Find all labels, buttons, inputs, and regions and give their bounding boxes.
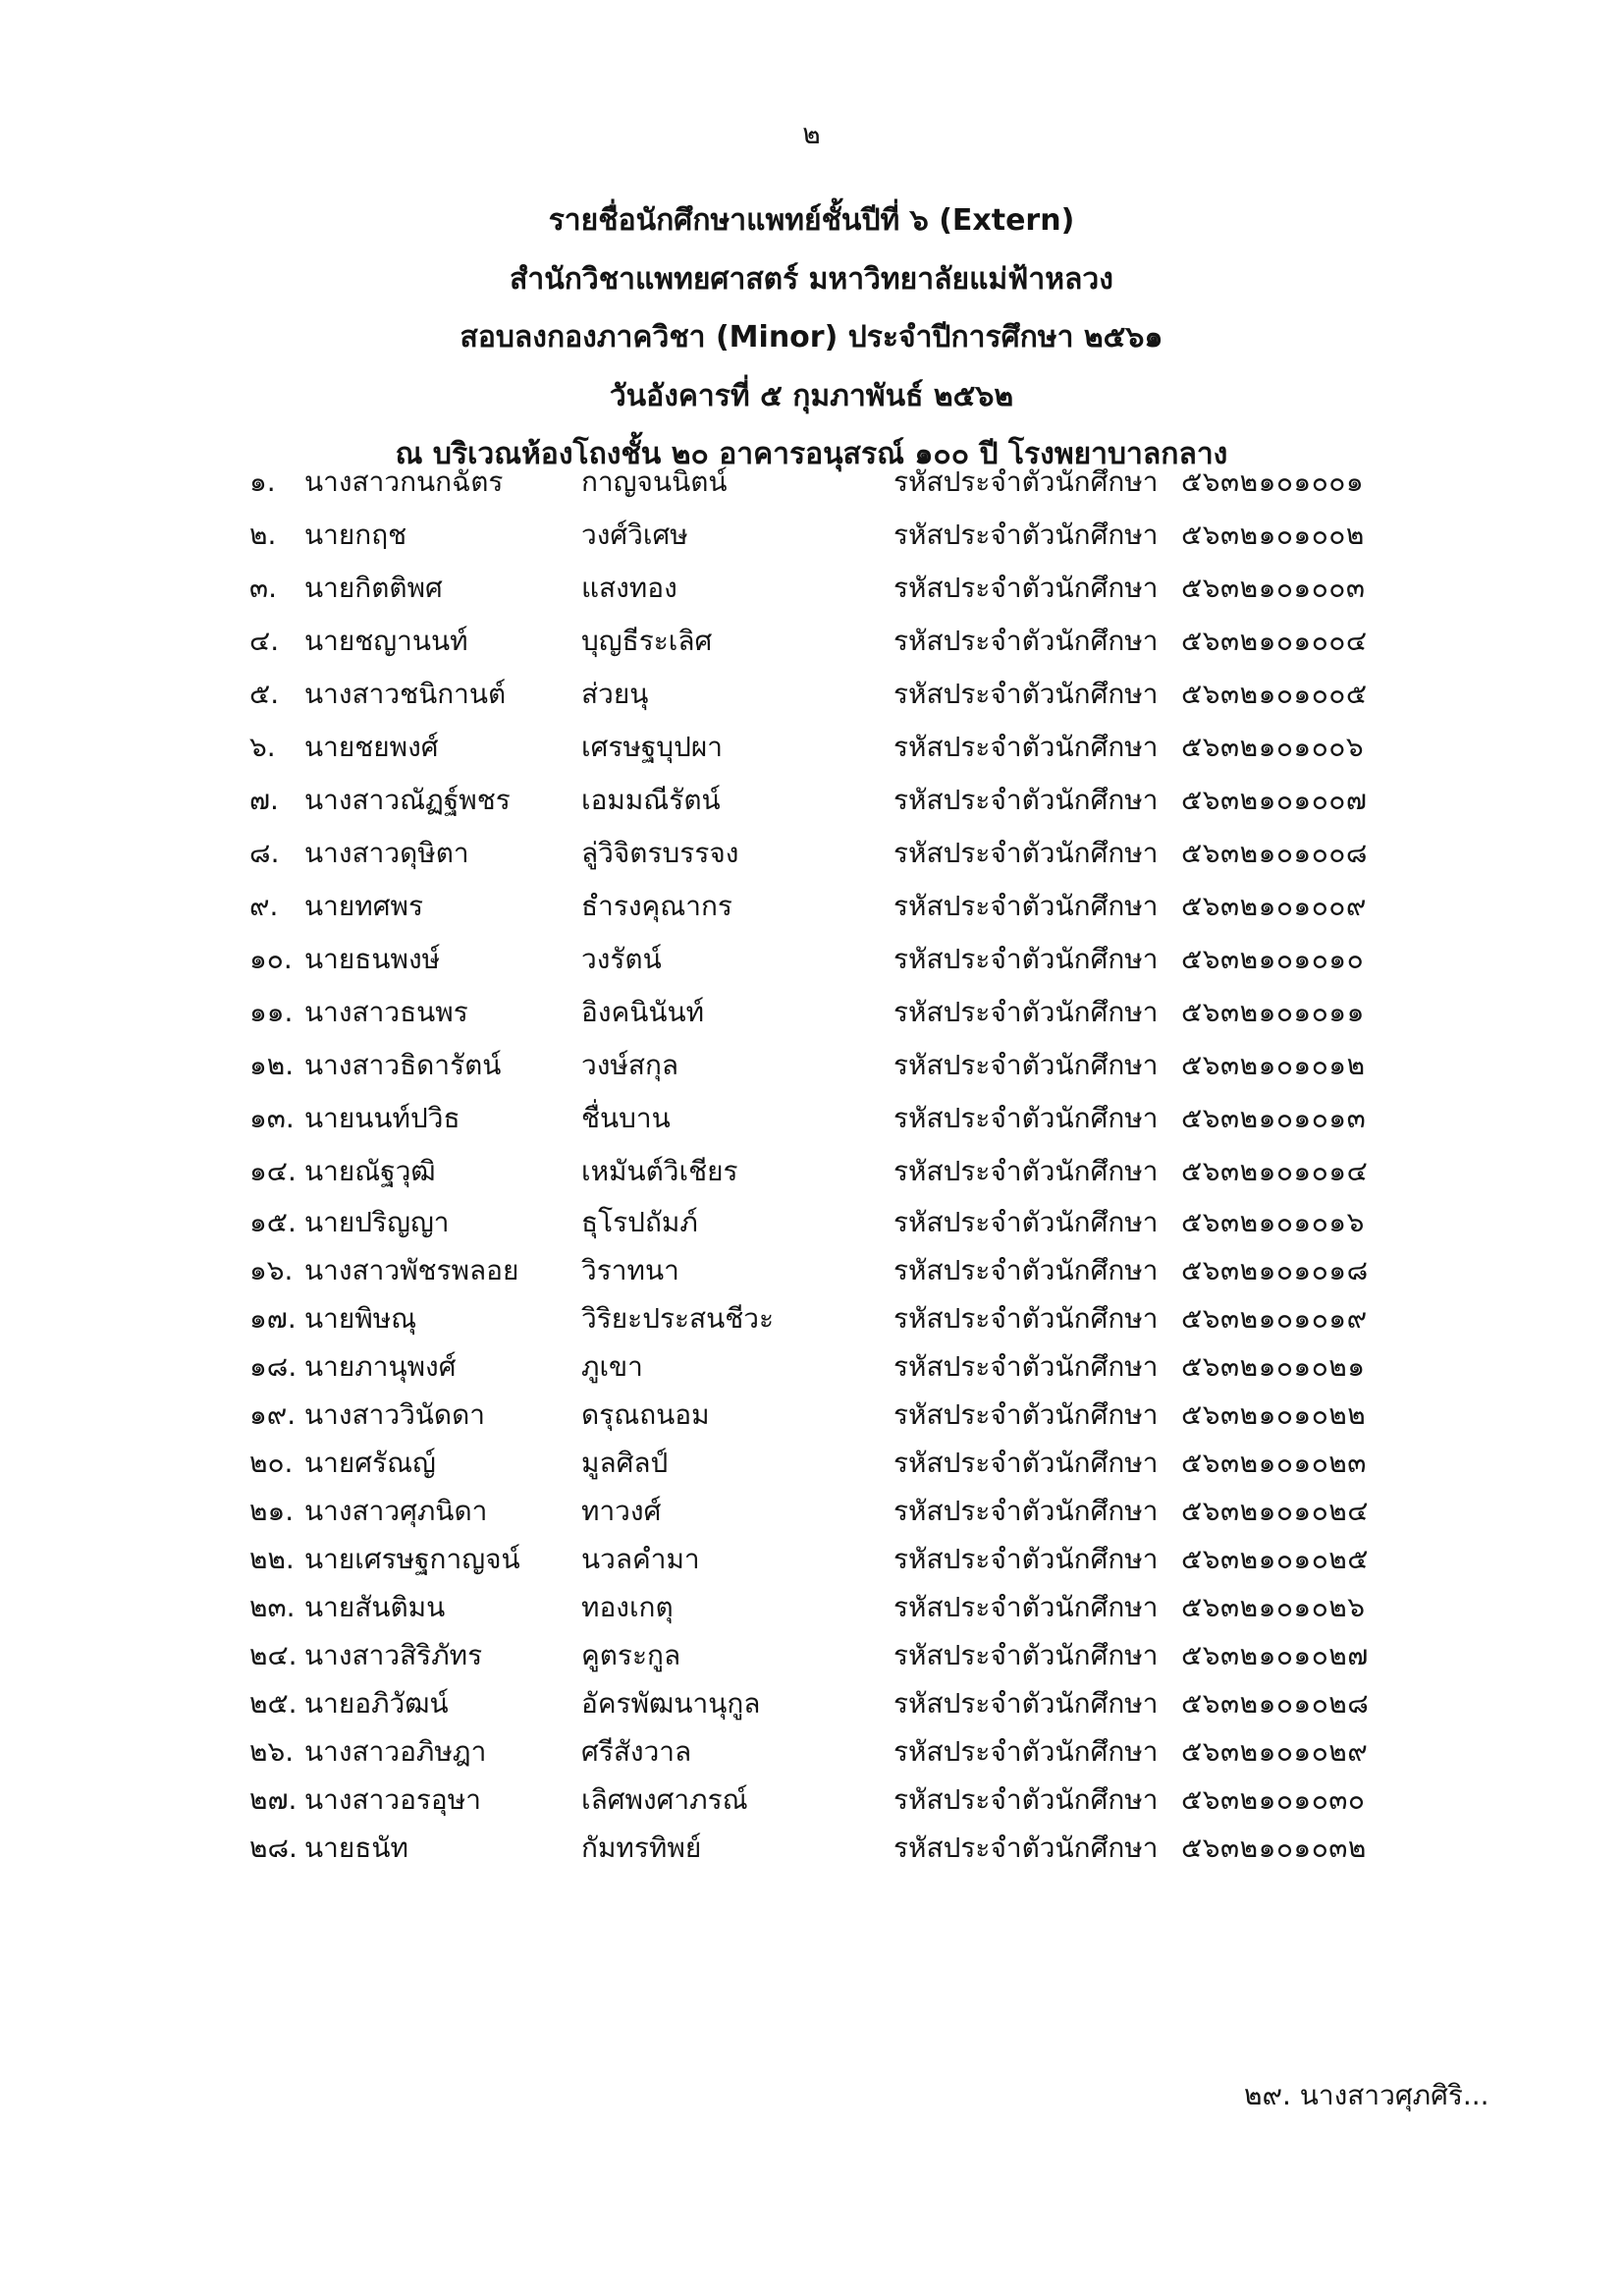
student-row — [0, 1145, 1623, 1198]
student-number: ๕. — [249, 678, 280, 710]
student-row — [0, 933, 1623, 986]
student-id-label: รหัสประจำตัวนักศึกษา — [893, 1398, 1159, 1431]
student-list — [0, 456, 1623, 1872]
student-id: ๕๖๓๒๑๐๑๐๒๒ — [1181, 1398, 1367, 1431]
student-first-name: นายณัฐวุฒิ — [304, 1155, 436, 1187]
student-row — [0, 827, 1623, 880]
student-first-name: นายภานุพงศ์ — [304, 1350, 457, 1383]
student-number: ๔. — [249, 625, 280, 657]
student-number: ๑๐. — [249, 943, 293, 975]
student-first-name: นายชญานนท์ — [304, 625, 468, 657]
student-last-name: ส่วยนุ — [581, 678, 649, 710]
student-first-name: นางสาวธนพร — [304, 996, 468, 1028]
student-id-label: รหัสประจำตัวนักศึกษา — [893, 996, 1159, 1028]
student-id: ๕๖๓๒๑๐๑๐๓๒ — [1181, 1831, 1367, 1864]
student-last-name: กาญจนนิตน์ — [581, 465, 728, 498]
header-school: สำนักวิชาแพทยศาสตร์ มหาวิทยาลัยแม่ฟ้าหลวง — [510, 261, 1113, 297]
student-first-name: นางสาวดุษิตา — [304, 837, 469, 869]
header-exam: สอบลงกองภาควิชา (Minor) ประจำปีการศึกษา ๒๕๖๑ — [460, 320, 1163, 355]
student-id-label: รหัสประจำตัวนักศึกษา — [893, 1102, 1159, 1134]
student-number: ๓. — [249, 572, 278, 604]
student-number: ๑๙. — [249, 1398, 297, 1431]
student-last-name: เอมมณีรัตน์ — [581, 784, 721, 816]
header-title: รายชื่อนักศึกษาแพทย์ชั้นปีที่ ๖ (Extern) — [548, 203, 1075, 238]
student-row — [0, 1342, 1623, 1391]
student-id-label: รหัสประจำตัวนักศึกษา — [893, 1543, 1159, 1575]
student-number: ๑๘. — [249, 1350, 298, 1383]
student-last-name: ศรีสังวาล — [581, 1735, 692, 1768]
student-id-label: รหัสประจำตัวนักศึกษา — [893, 1206, 1159, 1238]
student-id: ๕๖๓๒๑๐๑๐๑๘ — [1181, 1254, 1369, 1286]
student-id-label: รหัสประจำตัวนักศึกษา — [893, 1495, 1159, 1527]
student-number: ๑๓. — [249, 1102, 295, 1134]
student-first-name: นายสันติมน — [304, 1591, 446, 1623]
student-id-label: รหัสประจำตัวนักศึกษา — [893, 465, 1159, 498]
student-last-name: วงศ์วิเศษ — [581, 519, 688, 551]
student-id-label: รหัสประจำตัวนักศึกษา — [893, 1831, 1159, 1864]
student-last-name: วิราทนา — [581, 1254, 679, 1286]
student-last-name: ชื่นบาน — [581, 1102, 671, 1134]
student-number: ๑๑. — [249, 996, 294, 1028]
student-number: ๒. — [249, 519, 277, 551]
student-last-name: ทาวงศ์ — [581, 1495, 662, 1527]
student-id: ๕๖๓๒๑๐๑๐๐๕ — [1181, 678, 1368, 710]
student-number: ๒๓. — [249, 1591, 296, 1623]
student-id: ๕๖๓๒๑๐๑๐๐๖ — [1181, 731, 1365, 763]
student-id: ๕๖๓๒๑๐๑๐๒๑ — [1181, 1350, 1366, 1383]
student-first-name: นายนนท์ปวิธ — [304, 1102, 460, 1134]
student-first-name: นางสาวศุภนิดา — [304, 1495, 488, 1527]
student-last-name: ธำรงคุณากร — [581, 890, 732, 922]
student-id-label: รหัสประจำตัวนักศึกษา — [893, 1254, 1159, 1286]
student-number: ๒๔. — [249, 1639, 298, 1671]
student-row — [0, 986, 1623, 1039]
student-last-name: อัครพัฒนานุกูล — [581, 1687, 761, 1720]
student-row — [0, 1776, 1623, 1824]
student-id-label: รหัสประจำตัวนักศึกษา — [893, 943, 1159, 975]
student-last-name: เหมันต์วิเชียร — [581, 1155, 738, 1187]
student-id-label: รหัสประจำตัวนักศึกษา — [893, 1049, 1159, 1081]
student-last-name: ลู่วิจิตรบรรจง — [581, 837, 739, 869]
student-id: ๕๖๓๒๑๐๑๐๑๖ — [1181, 1206, 1365, 1238]
student-id-label: รหัสประจำตัวนักศึกษา — [893, 1302, 1159, 1335]
student-first-name: นายกิตติพศ — [304, 572, 443, 604]
student-first-name: นายธนัท — [304, 1831, 408, 1864]
student-number: ๒๒. — [249, 1543, 295, 1575]
student-id: ๕๖๓๒๑๐๑๐๒๓ — [1181, 1447, 1367, 1479]
student-first-name: นางสาวอภิษฎา — [304, 1735, 487, 1768]
student-id-label: รหัสประจำตัวนักศึกษา — [893, 625, 1159, 657]
student-last-name: วงรัตน์ — [581, 943, 662, 975]
student-last-name: แสงทอง — [581, 572, 677, 604]
student-first-name: นายศรัณญ์ — [304, 1447, 436, 1479]
student-row — [0, 1679, 1623, 1727]
student-id-label: รหัสประจำตัวนักศึกษา — [893, 1591, 1159, 1623]
student-row — [0, 615, 1623, 668]
student-id: ๕๖๓๒๑๐๑๐๒๗ — [1181, 1639, 1369, 1671]
student-row — [0, 880, 1623, 933]
student-number: ๒๑. — [249, 1495, 295, 1527]
student-last-name: เศรษฐบุปผา — [581, 731, 723, 763]
student-id: ๕๖๓๒๑๐๑๐๑๙ — [1181, 1302, 1368, 1335]
student-first-name: นายทศพร — [304, 890, 423, 922]
student-row — [0, 1824, 1623, 1872]
student-row — [0, 1039, 1623, 1092]
student-first-name: นายเศรษฐกาญจน์ — [304, 1543, 520, 1575]
student-id-label: รหัสประจำตัวนักศึกษา — [893, 1447, 1159, 1479]
student-id: ๕๖๓๒๑๐๑๐๐๗ — [1181, 784, 1368, 816]
student-first-name: นายธนพงษ์ — [304, 943, 441, 975]
student-row — [0, 562, 1623, 615]
student-number: ๑. — [249, 465, 276, 498]
student-id-label: รหัสประจำตัวนักศึกษา — [893, 519, 1159, 551]
student-first-name: นายชยพงศ์ — [304, 731, 439, 763]
student-number: ๑๒. — [249, 1049, 295, 1081]
student-id-label: รหัสประจำตัวนักศึกษา — [893, 572, 1159, 604]
continuation-note: ๒๙. นางสาวศุภศิริ... — [1244, 2079, 1489, 2111]
student-first-name: นายกฤช — [304, 519, 407, 551]
student-number: ๒๖. — [249, 1735, 295, 1768]
student-id: ๕๖๓๒๑๐๑๐๐๓ — [1181, 572, 1366, 604]
student-last-name: บุญธีระเลิศ — [581, 625, 713, 657]
student-first-name: นางสาวธิดารัตน์ — [304, 1049, 502, 1081]
student-id: ๕๖๓๒๑๐๑๐๒๙ — [1181, 1735, 1369, 1768]
student-id-label: รหัสประจำตัวนักศึกษา — [893, 1735, 1159, 1768]
student-first-name: นายอภิวัฒน์ — [304, 1687, 449, 1720]
student-number: ๖. — [249, 731, 276, 763]
student-last-name: ธุโรปถัมภ์ — [581, 1206, 698, 1238]
student-first-name: นางสาววินัดดา — [304, 1398, 486, 1431]
student-first-name: นางสาวสิริภัทร — [304, 1639, 483, 1671]
student-id: ๕๖๓๒๑๐๑๐๑๔ — [1181, 1155, 1369, 1187]
student-id: ๕๖๓๒๑๐๑๐๓๐ — [1181, 1783, 1366, 1816]
student-row — [0, 1487, 1623, 1535]
student-row — [0, 1583, 1623, 1631]
student-id-label: รหัสประจำตัวนักศึกษา — [893, 1639, 1159, 1671]
student-row — [0, 774, 1623, 827]
student-number: ๘. — [249, 837, 280, 869]
student-row — [0, 1198, 1623, 1246]
student-id: ๕๖๓๒๑๐๑๐๒๔ — [1181, 1495, 1369, 1527]
student-number: ๒๗. — [249, 1783, 298, 1816]
student-id: ๕๖๓๒๑๐๑๐๒๖ — [1181, 1591, 1366, 1623]
student-number: ๑๗. — [249, 1302, 297, 1335]
student-row — [0, 1727, 1623, 1776]
student-last-name: ภูเขา — [581, 1350, 643, 1383]
student-last-name: อิงคนินันท์ — [581, 996, 705, 1028]
student-row — [0, 1391, 1623, 1439]
student-row — [0, 456, 1623, 509]
student-id: ๕๖๓๒๑๐๑๐๑๓ — [1181, 1102, 1367, 1134]
student-number: ๑๖. — [249, 1254, 294, 1286]
student-number: ๒๐. — [249, 1447, 294, 1479]
student-row — [0, 721, 1623, 774]
student-id: ๕๖๓๒๑๐๑๐๑๐ — [1181, 943, 1365, 975]
student-id-label: รหัสประจำตัวนักศึกษา — [893, 1350, 1159, 1383]
student-last-name: มูลศิลป์ — [581, 1447, 669, 1479]
student-id-label: รหัสประจำตัวนักศึกษา — [893, 1687, 1159, 1720]
student-id-label: รหัสประจำตัวนักศึกษา — [893, 678, 1159, 710]
student-id: ๕๖๓๒๑๐๑๐๐๑ — [1181, 465, 1365, 498]
student-row — [0, 1246, 1623, 1294]
student-last-name: วิริยะประสนชีวะ — [581, 1302, 775, 1335]
student-number: ๒๕. — [249, 1687, 298, 1720]
student-number: ๑๔. — [249, 1155, 297, 1187]
document-header — [0, 191, 1623, 484]
student-id-label: รหัสประจำตัวนักศึกษา — [893, 784, 1159, 816]
student-id-label: รหัสประจำตัวนักศึกษา — [893, 1155, 1159, 1187]
student-id: ๕๖๓๒๑๐๑๐๒๕ — [1181, 1543, 1369, 1575]
student-id: ๕๖๓๒๑๐๑๐๑๑ — [1181, 996, 1365, 1028]
header-date: วันอังคารที่ ๕ กุมภาพันธ์ ๒๕๖๒ — [609, 378, 1014, 413]
student-id: ๕๖๓๒๑๐๑๐๐๒ — [1181, 519, 1365, 551]
student-row — [0, 1535, 1623, 1583]
student-id: ๕๖๓๒๑๐๑๐๐๘ — [1181, 837, 1368, 869]
student-row — [0, 1631, 1623, 1679]
student-row — [0, 1439, 1623, 1487]
student-id: ๕๖๓๒๑๐๑๐๑๒ — [1181, 1049, 1366, 1081]
student-number: ๗. — [249, 784, 279, 816]
student-id: ๕๖๓๒๑๐๑๐๐๙ — [1181, 890, 1367, 922]
student-number: ๙. — [249, 890, 279, 922]
student-first-name: นายพิษณุ — [304, 1302, 417, 1335]
student-number: ๒๘. — [249, 1831, 298, 1864]
student-first-name: นางสาวณัฏฐ์พชร — [304, 784, 511, 816]
student-row — [0, 509, 1623, 562]
student-last-name: ทองเกตุ — [581, 1591, 674, 1623]
student-row — [0, 1092, 1623, 1145]
student-row — [0, 1294, 1623, 1342]
student-last-name: คูตระกูล — [581, 1639, 681, 1671]
student-first-name: นางสาวพัชรพลอย — [304, 1254, 519, 1286]
student-last-name: วงษ์สกุล — [581, 1049, 679, 1081]
student-id: ๕๖๓๒๑๐๑๐๐๔ — [1181, 625, 1368, 657]
student-first-name: นายปริญญา — [304, 1206, 450, 1238]
page-number: ๒ — [802, 118, 821, 150]
student-last-name: นวลคำมา — [581, 1543, 700, 1575]
student-last-name: ดรุณถนอม — [581, 1398, 710, 1431]
header-venue: ณ บริเวณห้องโถงชั้น ๒๐ อาคารอนุสรณ์ ๑๐๐ ปี โรงพยาบาลกลาง — [395, 437, 1228, 471]
student-id: ๕๖๓๒๑๐๑๐๒๘ — [1181, 1687, 1370, 1720]
student-row — [0, 668, 1623, 721]
student-number: ๑๕. — [249, 1206, 297, 1238]
student-first-name: นางสาวชนิกานต์ — [304, 678, 507, 710]
student-last-name: กัมทรทิพย์ — [581, 1831, 702, 1864]
student-id-label: รหัสประจำตัวนักศึกษา — [893, 837, 1159, 869]
student-last-name: เลิศพงศาภรณ์ — [581, 1783, 748, 1816]
student-first-name: นางสาวอรอุษา — [304, 1783, 481, 1816]
student-id-label: รหัสประจำตัวนักศึกษา — [893, 890, 1159, 922]
student-id-label: รหัสประจำตัวนักศึกษา — [893, 1783, 1159, 1816]
student-id-label: รหัสประจำตัวนักศึกษา — [893, 731, 1159, 763]
student-first-name: นางสาวกนกฉัตร — [304, 465, 504, 498]
